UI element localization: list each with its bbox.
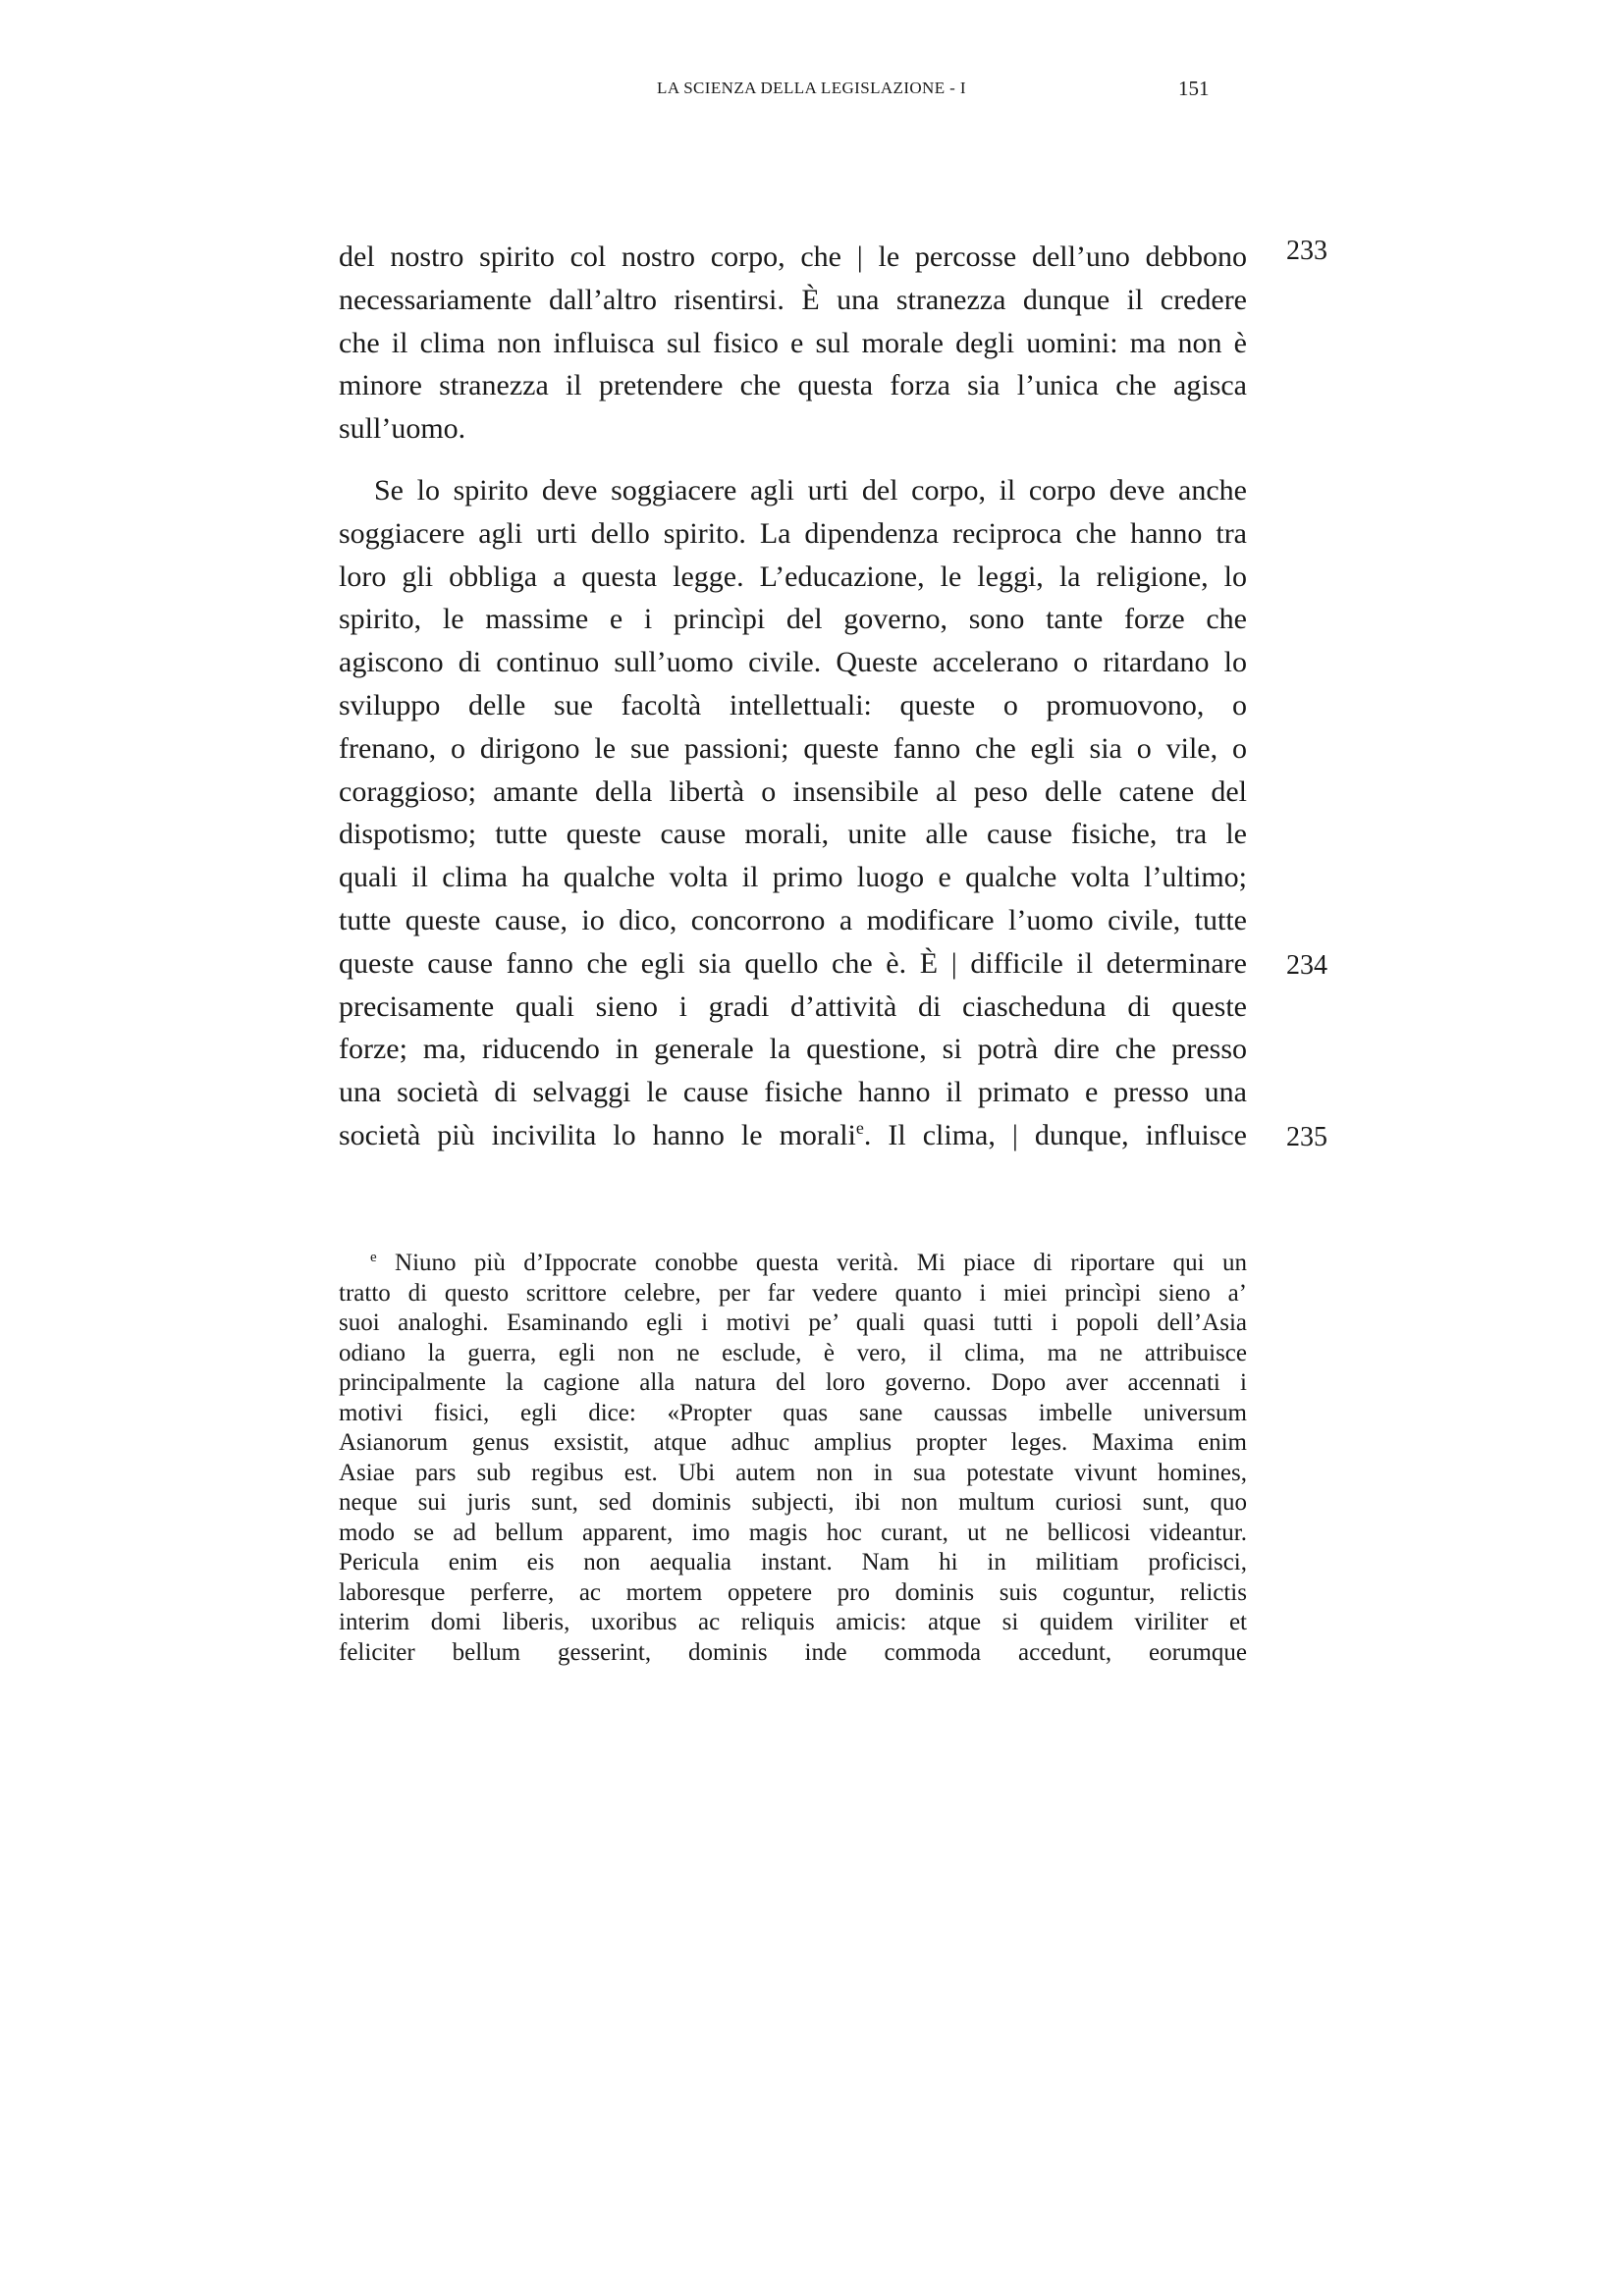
footnote-line: modo se ad bellum apparent, imo magis hoc curant, ut ne bellicosi videantur.	[339, 1519, 1247, 1546]
running-title: LA SCIENZA DELLA LEGISLAZIONE - I	[657, 79, 966, 97]
page-number: 151	[1178, 77, 1210, 100]
footnote-mark: e	[370, 1250, 377, 1265]
footnote	[339, 1249, 1247, 1668]
text-line: che il clima non influisca sul fisico e sul morale degli uomini: ma non è	[339, 326, 1247, 359]
footnote-line: motivi fisici, egli dice: «Propter quas sane caussas imbelle universum	[339, 1399, 1247, 1426]
text-line: minore stranezza il pretendere che questa forza sia l’unica che agisca	[339, 369, 1247, 402]
text-line: sviluppo delle sue facoltà intellettuali: queste o promuovono, o	[339, 688, 1247, 721]
footnote-line: feliciter bellum gesserint, dominis inde commoda accedunt, eorumque	[339, 1638, 1247, 1666]
text-line: precisamente quali sieno i gradi d’attività di ciascheduna di queste	[339, 989, 1247, 1023]
footnote-line: Asianorum genus exsistit, atque adhuc amplius propter leges. Maxima enim	[339, 1429, 1247, 1456]
text-line: sull’uomo.	[339, 412, 466, 446]
paragraph-1	[339, 236, 1247, 451]
footnote-line: neque sui juris sunt, sed dominis subjecti, ibi non multum curiosi sunt, quo	[339, 1489, 1247, 1516]
text-line: forze; ma, riducendo in generale la questione, si potrà dire che presso	[339, 1033, 1247, 1066]
footnote-reference: e	[855, 1118, 864, 1139]
text-segment: società più incivilita lo hanno le morali	[339, 1118, 856, 1151]
margin-number-233: 233	[1286, 236, 1327, 266]
text-line: frenano, o dirigono le sue passioni; queste fanno che egli sia o vile, o	[339, 731, 1247, 765]
text-line: tutte queste cause, io dico, concorrono a modificare l’uomo civile, tutte	[339, 903, 1247, 936]
text-line: coraggioso; amante della libertà o insensibile al peso delle catene del	[339, 774, 1247, 808]
margin-number-234: 234	[1286, 950, 1327, 981]
footnote-line: interim domi liberis, uxoribus ac reliquis amicis: atque si quidem viriliter et	[339, 1609, 1247, 1635]
footnote-line: tratto di questo scrittore celebre, per far vedere quanto i miei princìpi sieno a’	[339, 1279, 1247, 1307]
text-line: Se lo spirito deve soggiacere agli urti del corpo, il corpo deve anche	[374, 474, 1247, 507]
margin-number-235: 235	[1286, 1122, 1327, 1152]
text-line: queste cause fanno che egli sia quello che è. È | difficile il determinare	[339, 946, 1247, 980]
text-line: quali il clima ha qualche volta il primo luogo e qualche volta l’ultimo;	[339, 861, 1247, 894]
text-line: agiscono di continuo sull’uomo civile. Queste accelerano o ritardano lo	[339, 646, 1247, 679]
footnote-line: laboresque perferre, ac mortem oppetere pro dominis suis coguntur, relictis	[339, 1578, 1247, 1606]
footnote-line	[339, 1249, 1247, 1279]
footnote-line: odiano la guerra, egli non ne esclude, è vero, il clima, ma ne attribuisce	[339, 1339, 1247, 1366]
text-line: dispotismo; tutte queste cause morali, unite alle cause fisiche, tra le	[339, 818, 1247, 851]
text-line: soggiacere agli urti dello spirito. La dipendenza reciproca che hanno tra	[339, 516, 1247, 550]
text-line: del nostro spirito col nostro corpo, che | le percosse dell’uno debbono	[339, 240, 1247, 273]
text-line-with-note-mark	[339, 1114, 1247, 1157]
footnote-line: principalmente la cagione alla natura del loro governo. Dopo aver accennati i	[339, 1369, 1247, 1396]
text-line: loro gli obbliga a questa legge. L’educazione, le leggi, la religione, lo	[339, 560, 1247, 593]
footnote-line: Asiae pars sub regibus est. Ubi autem non in sua potestate vivunt homines,	[339, 1459, 1247, 1486]
text-segment: . Il clima, | dunque, influisce	[863, 1118, 1247, 1151]
text-line: necessariamente dall’altro risentirsi. È una stranezza dunque il credere	[339, 283, 1247, 316]
footnote-line: Pericula enim eis non aequalia instant. Nam hi in militiam proficisci,	[339, 1549, 1247, 1575]
paragraph-2	[339, 469, 1247, 1157]
footnote-line: suoi analoghi. Esaminando egli i motivi pe’ quali quasi tutti i popoli dell’Asia	[339, 1309, 1247, 1336]
text-line: spirito, le massime e i princìpi del governo, sono tante forze che	[339, 603, 1247, 636]
text-line: una società di selvaggi le cause fisiche hanno il primato e presso una	[339, 1076, 1247, 1109]
footnote-text: Niuno più d’Ippocrate conobbe questa verità. Mi piace di riportare qui un	[376, 1250, 1247, 1276]
